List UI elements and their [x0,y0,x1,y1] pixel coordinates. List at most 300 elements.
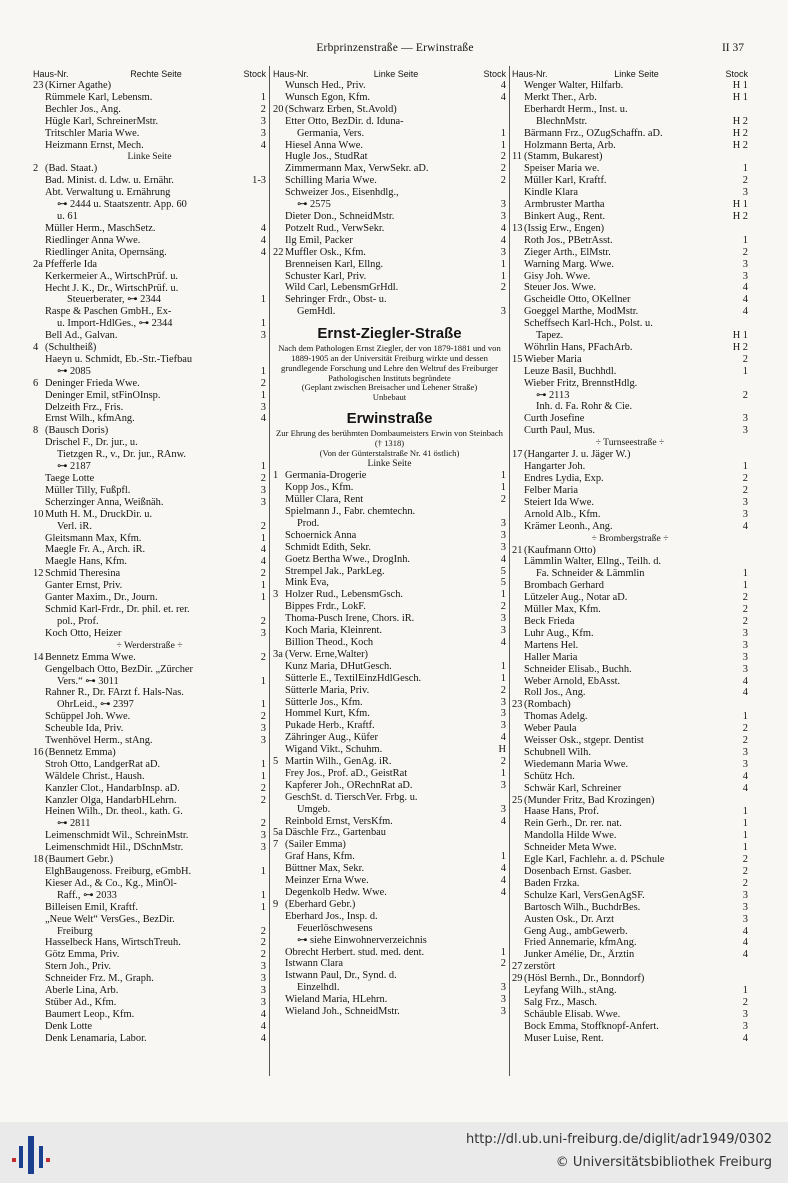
list-item [273,768,506,780]
list-item [273,175,506,187]
resident-entry: pol., Prof. [57,615,99,627]
floor-number: 4 [260,544,266,556]
floor-number: 1 [260,318,266,330]
list-item [33,80,266,92]
resident-entry: Roll Jos., Ang. [524,687,586,699]
list-item [273,235,506,247]
resident-entry: Raff., ⊶ 2033 [57,889,117,901]
column-2 [273,68,506,1078]
list-item [512,699,748,711]
resident-entry: Muth H. M., DruckDir. u. [45,508,153,520]
house-number: 5a [273,827,283,839]
list-item [512,580,748,592]
list-item [512,902,748,914]
resident-entry: Kunz Maria, DHutGesch. [285,660,392,672]
list-item [33,985,266,997]
resident-entry: Muffler Osk., Kfm. [285,246,366,258]
resident-entry: Stüber Ad., Kfm. [45,996,117,1008]
floor-number: 4 [742,687,748,699]
resident-entry: Steuerberater, ⊶ 2344 [67,294,161,306]
house-number: 6 [33,377,39,389]
floor-number: 3 [742,901,748,913]
list-item [33,628,266,640]
floor-number: 3 [500,625,506,637]
resident-entry: (Bad. Staat.) [45,163,98,175]
floor-number: 3 [260,723,266,735]
floor-number: 2 [500,756,506,768]
resident-entry: Istwann Paul, Dr., Synd. d. [285,970,397,982]
list-item [273,697,506,709]
floor-number: 2 [500,958,506,970]
floor-number: 2 [742,615,748,627]
list-item [33,878,266,890]
list-item [273,104,506,116]
list-item [33,783,266,795]
floor-number: H 2 [732,139,748,151]
resident-entry: (Kaufmann Otto) [524,544,596,556]
resident-entry: Weber Paula [524,723,577,735]
list-item [273,899,506,911]
floor-number: 2 [742,996,748,1008]
floor-number: 4 [742,675,748,687]
resident-entry: Lützeler Aug., Notar aD. [524,592,628,604]
floor-number: 1 [500,127,506,139]
house-number: 4 [33,342,39,354]
resident-entry: Kerkermeier A., WirtschPrüf. u. [45,270,178,282]
list-item [33,140,266,152]
resident-entry: Eberhard Jos., Insp. d. [285,910,378,922]
resident-entry: Schüppel Joh. Wwe. [45,711,131,723]
floor-number: 1 [742,580,748,592]
document-url-link[interactable]: http://dl.ub.uni-freiburg.de/diglit/adr1949/0302 [465,1132,772,1147]
floor-number: 3 [260,735,266,747]
resident-entry: Kindle Klara [524,187,578,199]
floor-number: 4 [500,875,506,887]
list-item [512,247,748,259]
list-item [33,175,266,187]
column-3 [512,68,748,1078]
floor-number: 4 [260,1020,266,1032]
floor-number: 2 [742,473,748,484]
list-item [512,997,748,1009]
resident-entry: Taege Lotte [45,473,95,484]
resident-entry: Schilling Maria Wwe. [285,175,377,187]
list-item [33,306,266,318]
resident-entry: Scheffsech Karl-Hch., Polst. u. [524,318,653,330]
floor-number: 2 [742,866,748,877]
resident-entry: Kanzler Clot., HandarbInsp. aD. [45,782,180,794]
floor-number: 3 [500,541,506,553]
list-item [273,140,506,152]
floor-number: 1-3 [252,175,266,187]
list-item [273,685,506,697]
resident-entry: Holzer Rud., LebensmGsch. [285,589,404,601]
list-item [273,589,506,601]
list-item [512,1033,748,1045]
floor-number: 4 [742,282,748,294]
resident-entry: Abt. Verwaltung u. Ernährung [45,187,171,199]
resident-entry: (Bennetz Emma) [45,746,116,758]
list-item [273,518,506,530]
house-number: 29 [512,973,523,985]
floor-number: 4 [260,1008,266,1020]
resident-entry: Heinen Wilh., Dr. theol., kath. G. [45,806,183,818]
resident-entry: Goeggel Marthe, ModMstr. [524,306,639,318]
house-number: 3 [273,589,279,601]
resident-entry: Curth Paul, Mus. [524,425,596,437]
floor-number: 3 [742,889,748,901]
list-item [512,151,748,163]
floor-number: 1 [260,889,266,901]
resident-entry: Scheuble Ida, Priv. [45,723,124,735]
list-item [512,568,748,580]
floor-number: 4 [500,234,506,246]
floor-number: 1 [742,234,748,246]
resident-entry: Holzmann Berta, Arb. [524,139,616,151]
floor-number: 2 [260,520,266,532]
list-item [273,708,506,720]
floor-number: 2 [260,818,266,830]
resident-entry: Riedlinger Anita, Opernsäng. [45,246,167,258]
floor-number: 1 [742,365,748,377]
floor-number: 1 [260,389,266,401]
column-header-label: Haus-Nr. [273,69,309,79]
list-item [273,673,506,685]
floor-number: 3 [742,663,748,675]
floor-number: 2 [500,494,506,506]
house-number: 15 [512,353,523,365]
resident-entry: Müller Herm., MaschSetz. [45,222,156,234]
list-item [512,390,748,402]
list-item [33,92,266,104]
floor-number: 1 [500,660,506,672]
list-item [273,482,506,494]
floor-number: 4 [500,636,506,648]
street-note: Zur Ehrung des berühmten Dombaumeisters Erwin von Steinbach († 1318) [276,427,503,448]
section-subheading: ÷ Brombergstraße ÷ [591,532,669,544]
floor-number: 2 [742,389,748,401]
floor-number: 2 [260,937,266,949]
floor-number: 1 [500,767,506,779]
resident-entry: Feuerlöschwesens [297,922,373,934]
resident-entry: zerstört [524,961,556,973]
floor-number: 2 [500,163,506,175]
list-item [512,866,748,878]
list-item [273,211,506,223]
list-item [33,854,266,866]
resident-entry: Deninger Emil, stFinOInsp. [45,389,161,401]
resident-entry: Steiert Ida Wwe. [524,496,594,508]
resident-entry: Weisser Osk., stgepr. Dentist [524,735,644,747]
resident-entry: Schweizer Jos., Eisenhdlg., [285,187,399,199]
house-number: 23 [512,699,523,711]
house-number: 20 [273,103,284,115]
resident-entry: Verl. iR. [57,520,92,532]
list-item [33,533,266,545]
list-item [273,259,506,271]
floor-number: 3 [742,1008,748,1020]
list-item [512,163,748,175]
floor-number: 3 [742,746,748,758]
resident-entry: Hasselbeck Hans, WirtschTreuh. [45,937,181,949]
list-item [273,271,506,283]
floor-number: 4 [500,91,506,103]
resident-entry: Kieser Ad., & Co., Kg., MinÖl- [45,877,177,889]
resident-entry: Baumert Leop., Kfm. [45,1008,135,1020]
resident-entry: ⊶ 2444 u. Staatszentr. App. 60 [57,199,187,211]
list-item [512,354,748,366]
resident-entry: Bad. Minist. d. Ldw. u. Ernähr. [45,175,174,187]
list-item [33,521,266,533]
resident-entry: ⊶ 2085 [57,365,91,377]
resident-entry: Delzeith Frz., Fris. [45,401,124,413]
resident-entry: Wäldele Christ., Haush. [45,770,145,782]
floor-number: 1 [742,806,748,818]
floor-number: 4 [742,520,748,532]
list-item [512,1021,748,1033]
resident-entry: (Schwarz Erben, St.Avold) [285,103,397,115]
floor-number: 1 [260,675,266,687]
ub-freiburg-logo-icon [11,1134,51,1176]
list-item [33,497,266,509]
floor-number: 1 [260,365,266,377]
resident-entry: Riedlinger Anna Wwe. [45,234,141,246]
list-item [273,247,506,259]
floor-number: 2 [260,377,266,389]
resident-entry: Denk Lenamaria, Labor. [45,1032,147,1044]
resident-entry: Kanzler Olga, HandarbHLehrn. [45,794,177,806]
resident-entry: Germania-Drogerie [285,470,367,482]
list-item [33,342,266,354]
floor-number: 1 [742,818,748,830]
list-item [512,747,748,759]
resident-entry: Bechler Jos., Ang. [45,103,121,115]
list-item [33,937,266,949]
list-item [512,366,748,378]
viewer-footer [0,1122,788,1183]
list-item [33,687,266,699]
list-item [33,223,266,235]
list-item [512,759,748,771]
floor-number: 3 [742,913,748,925]
resident-entry: ⊶ 2811 [57,818,91,830]
resident-entry: Bennetz Emma Wwe. [45,651,136,663]
house-number: 17 [512,449,523,461]
list-item [33,723,266,735]
resident-entry: Frey Jos., Prof. aD., GeistRat [285,767,408,779]
list-item [512,664,748,676]
floor-number: 3 [742,270,748,282]
list-item [512,473,748,485]
resident-entry: ⊶ 2187 [57,461,91,473]
resident-entry: Wieland Joh., SchneidMstr. [285,1006,400,1018]
resident-entry: Gengelbach Otto, BezDir. „Zürcher [45,663,194,675]
list-item [273,577,506,589]
column-header [273,68,506,80]
list-item [273,151,506,163]
resident-entry: Schneider Meta Wwe. [524,842,617,854]
floor-number: 3 [742,1020,748,1032]
floor-number: 3 [260,401,266,413]
list-item [33,116,266,128]
resident-entry: Schneider Elisab., Buchh. [524,663,632,675]
floor-number: 2 [500,684,506,696]
floor-number: 5 [500,565,506,577]
list-item [273,1006,506,1018]
list-item [33,425,266,437]
floor-number: 4 [500,222,506,234]
resident-entry: u. Import-HdlGes., ⊶ 2344 [57,318,173,330]
floor-number: 3 [500,306,506,318]
resident-entry: (Verw. Erne,Walter) [285,648,369,660]
list-item [33,914,266,926]
column-header [33,68,266,80]
list-item [273,80,506,92]
list-item [273,128,506,140]
floor-number: H 1 [732,199,748,211]
floor-number: 1 [742,842,748,854]
floor-number: 4 [500,815,506,827]
list-item [512,1009,748,1021]
list-item [273,863,506,875]
floor-number: 1 [500,482,506,494]
list-item [512,211,748,223]
resident-entry: Hommel Kurt, Kfm. [285,708,370,720]
resident-entry: Meinzer Erna Wwe. [285,875,369,887]
resident-entry: Schwär Karl, Schreiner [524,782,622,794]
list-item [273,804,506,816]
floor-number: 3 [260,115,266,127]
list-item [33,366,266,378]
resident-entry: Bärmann Frz., OZugSchaffn. aD. [524,127,663,139]
resident-entry: Büttner Max, Sekr. [285,863,365,875]
floor-number: H 1 [732,91,748,103]
floor-number: 1 [742,163,748,175]
floor-number: 4 [500,887,506,899]
resident-entry: Endres Lydia, Exp. [524,473,604,484]
floor-number: 2 [742,735,748,747]
street-note: Unbebaut [372,392,407,403]
floor-number: 1 [500,258,506,270]
resident-entry: Bippes Frdr., LokF. [285,601,366,613]
list-item [512,116,748,128]
resident-entry: Tapez. [536,330,564,342]
column-divider [509,66,510,1076]
section-subheading: ÷ Turnseestraße ÷ [595,437,665,449]
list-item [273,199,506,211]
list-item [512,223,748,235]
list-item [33,699,266,711]
resident-entry: Sütterle Jos., Kfm. [285,696,363,708]
house-number: 2a [33,258,43,270]
resident-entry: Warning Marg. Wwe. [524,258,614,270]
resident-entry: Scherzinger Anna, Weißnäh. [45,496,164,508]
floor-number: 2 [500,151,506,163]
house-number: 5 [273,756,279,768]
resident-entry: (Rombach) [524,699,571,711]
resident-entry: Stroh Otto, LandgerRat aD. [45,758,161,770]
list-item [33,437,266,449]
list-item [512,640,748,652]
floor-number: 4 [500,80,506,91]
floor-number: 1 [500,946,506,958]
list-item [512,795,748,807]
floor-number: 1 [500,470,506,482]
list-item [273,935,506,947]
list-item [33,556,266,568]
list-item [512,949,748,961]
resident-entry: Wöhrlin Hans, PFachArb. [524,341,633,353]
list-item [33,735,266,747]
list-item [512,140,748,152]
list-item [512,330,748,342]
floor-number: 3 [742,758,748,770]
resident-entry: Beck Frieda [524,615,575,627]
resident-entry: Thoma-Pusch Irene, Chors. iR. [285,613,415,625]
resident-entry: Wieber Maria [524,353,582,365]
resident-entry: Schuster Karl, Priv. [285,270,367,282]
list-item [512,735,748,747]
floor-number: 4 [500,863,506,875]
floor-number: 2 [742,175,748,187]
house-number: 25 [512,794,523,806]
floor-number: 1 [260,461,266,473]
list-item [33,1021,266,1033]
resident-entry: Aberle Lina, Arb. [45,985,119,997]
resident-entry: Koch Maria, Kleinrent. [285,625,382,637]
floor-number: 2 [742,604,748,616]
list-item [273,994,506,1006]
floor-number: H 1 [732,80,748,91]
resident-entry: Billion Theod., Koch [285,636,374,648]
resident-entry: Stern Joh., Priv. [45,961,112,973]
list-item [33,890,266,902]
floor-number: 1 [742,568,748,580]
floor-number: 1 [500,139,506,151]
list-item [33,795,266,807]
list-item [273,530,506,542]
floor-number: 1 [260,91,266,103]
resident-entry: Schütz Hch. [524,770,575,782]
floor-number: 1 [260,592,266,604]
list-item [273,816,506,828]
list-item [512,973,748,985]
resident-entry: Raspe & Paschen GmbH., Ex- [45,306,172,318]
floor-number: 3 [500,994,506,1006]
resident-entry: Baden Frzka. [524,877,580,889]
resident-entry: Germania, Vers. [297,127,365,139]
resident-entry: Wenger Walter, Hilfarb. [524,80,624,91]
resident-entry: Etter Otto, BezDir. d. Iduna- [285,115,404,127]
floor-number: 2 [742,854,748,866]
list-item [33,604,266,616]
floor-number: 4 [742,782,748,794]
list-item [512,425,748,437]
list-item [512,854,748,866]
floor-number: 3 [742,187,748,199]
resident-entry: Koch Otto, Heizer [45,627,122,639]
resident-entry: Reinbold Ernst, VersKfm. [285,815,393,827]
list-item [273,470,506,482]
resident-entry: Martin Wilh., GenAg. iR. [285,756,392,768]
floor-number: 2 [260,473,266,484]
resident-entry: Billeisen Emil, Kraftf. [45,901,138,913]
floor-number: 2 [742,353,748,365]
list-item [273,163,506,175]
list-item [273,982,506,994]
column-header-label: Rechte Seite [130,69,182,79]
list-item [512,306,748,318]
